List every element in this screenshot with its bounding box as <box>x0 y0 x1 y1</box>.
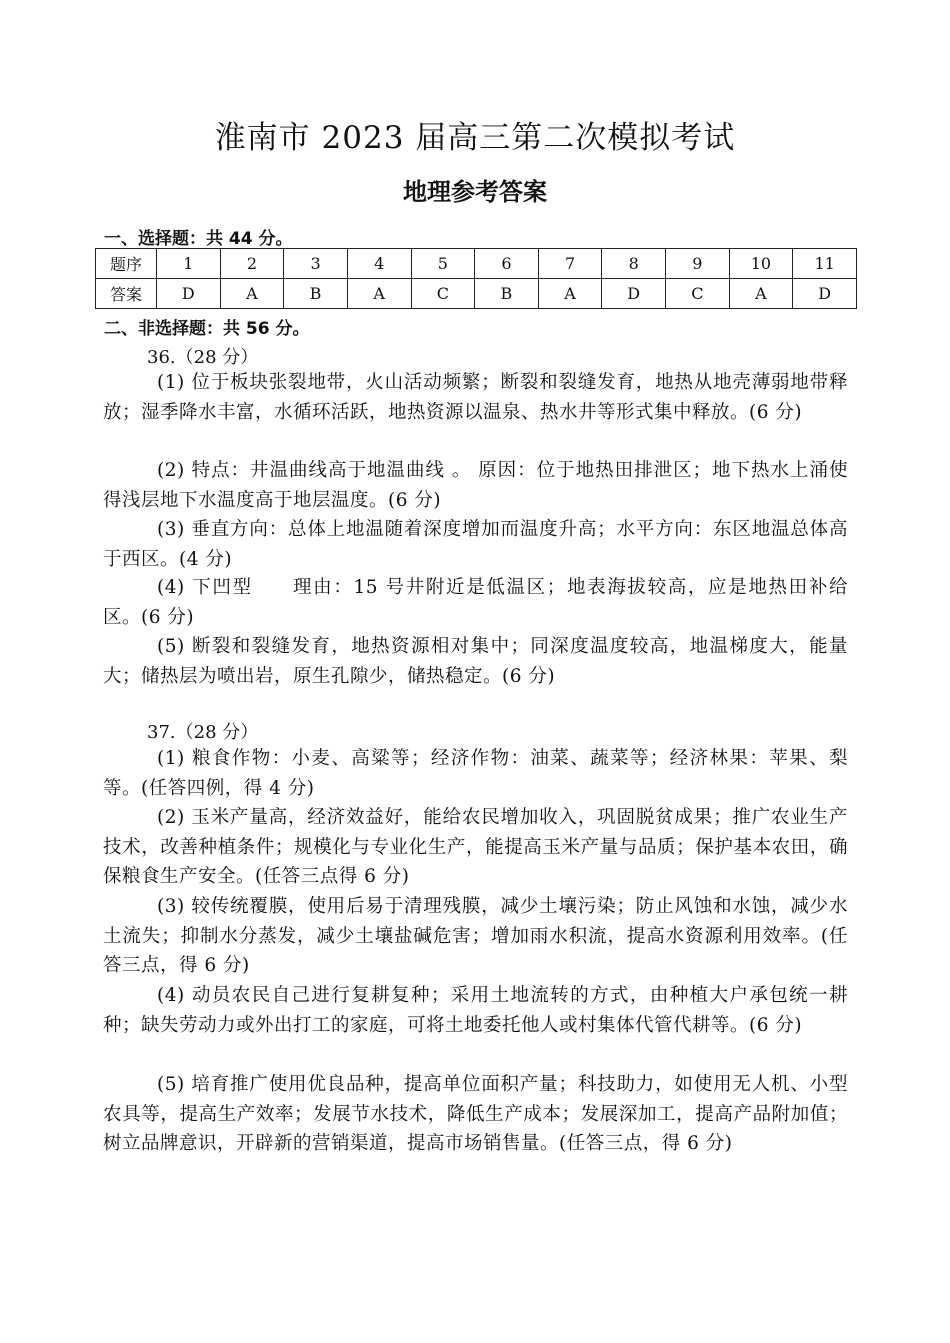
answer-cell: B <box>475 279 539 309</box>
question-number-row <box>96 249 857 279</box>
answer-cell: A <box>220 279 284 309</box>
q37-answer-4: (4) 动员农民自己进行复耕复种；采用土地流转的方式，由种植大户承包统一耕种；缺失劳动力或外出打工的家庭，可将土地委托他人或村集体代管代耕等。(6 分) <box>103 985 848 1036</box>
answer-cell: A <box>538 279 602 309</box>
answer-cell: D <box>793 279 857 309</box>
question-number-cell: 3 <box>284 249 348 279</box>
q36-answer-3: (3) 垂直方向：总体上地温随着深度增加而温度升高；水平方向：东区地温总体高于西区。(4 分) <box>103 519 848 570</box>
question-number-cell: 8 <box>602 249 666 279</box>
answer-cell: B <box>284 279 348 309</box>
question-number-cell: 7 <box>538 249 602 279</box>
question-number-cell: 1 <box>157 249 221 279</box>
q36-answer-5: (5) 断裂和裂缝发育，地热资源相对集中；同深度温度较高，地温梯度大，能量大；储热层为喷出岩，原生孔隙少，储热稳定。(6 分) <box>103 636 848 687</box>
question-36-label: 36.（28 分） <box>147 347 259 368</box>
question-number-cell: 5 <box>411 249 475 279</box>
q37-answer-1: (1) 粮食作物：小麦、高粱等；经济作物：油菜、蔬菜等；经济林果：苹果、梨等。(任答四例，得 4 分) <box>103 748 848 799</box>
row-label-number: 题序 <box>96 249 157 279</box>
question-number-cell: 2 <box>220 249 284 279</box>
answer-table <box>95 248 857 309</box>
section-multiple-choice-heading: 一、选择题：共 44 分。 <box>104 229 293 249</box>
q37-answer-5: (5) 培育推广使用优良品种，提高单位面积产量；科技助力，如使用无人机、小型农具等，提高生产效率；发展节水技术，降低生产成本；发展深加工，提高产品附加值；树立品牌意识，开辟新的营销渠道，提高市场销售量。(任答三点，得 6 分) <box>103 1074 848 1154</box>
q36-answer-1: (1) 位于板块张裂地带，火山活动频繁；断裂和裂缝发育，地热从地壳薄弱地带释放；湿季降水丰富，水循环活跃，地热资源以温泉、热水井等形式集中释放。(6 分) <box>103 372 848 423</box>
q36-answer-2: (2) 特点：井温曲线高于地温曲线 。 原因：位于地热田排泄区；地下热水上涌使得浅层地下水温度高于地层温度。(6 分) <box>103 460 848 511</box>
section-free-response-heading: 二、非选择题：共 56 分。 <box>104 319 310 339</box>
answer-cell: D <box>602 279 666 309</box>
answer-row <box>96 279 857 309</box>
answer-cell: C <box>666 279 730 309</box>
question-number-cell: 10 <box>729 249 793 279</box>
question-number-cell: 9 <box>666 249 730 279</box>
question-number-cell: 6 <box>475 249 539 279</box>
question-number-cell: 11 <box>793 249 857 279</box>
answer-cell: D <box>157 279 221 309</box>
answer-key-subtitle: 地理参考答案 <box>403 178 547 206</box>
q37-answer-2: (2) 玉米产量高，经济效益好，能给农民增加收入，巩固脱贫成果；推广农业生产技术，改善种植条件；规模化与专业化生产，能提高玉米产量与品质；保护基本农田，确保粮食生产安全。(任答三点得 6 分) <box>103 807 848 887</box>
question-number-cell: 4 <box>347 249 411 279</box>
question-37-label: 37.（28 分） <box>147 722 259 743</box>
answer-cell: C <box>411 279 475 309</box>
exam-title: 淮南市 2023 届高三第二次模拟考试 <box>214 120 736 156</box>
answer-cell: A <box>729 279 793 309</box>
q36-answer-4: (4) 下凹型 理由：15 号井附近是低温区；地表海拔较高，应是地热田补给区。(6 分) <box>103 577 848 628</box>
answer-cell: A <box>347 279 411 309</box>
row-label-answer: 答案 <box>96 279 157 309</box>
q37-answer-3: (3) 较传统覆膜，使用后易于清理残膜，减少土壤污染；防止风蚀和水蚀，减少水土流失；抑制水分蒸发，减少土壤盐碱危害；增加雨水积流，提高水资源利用效率。(任答三点，得 6 分) <box>103 896 848 976</box>
